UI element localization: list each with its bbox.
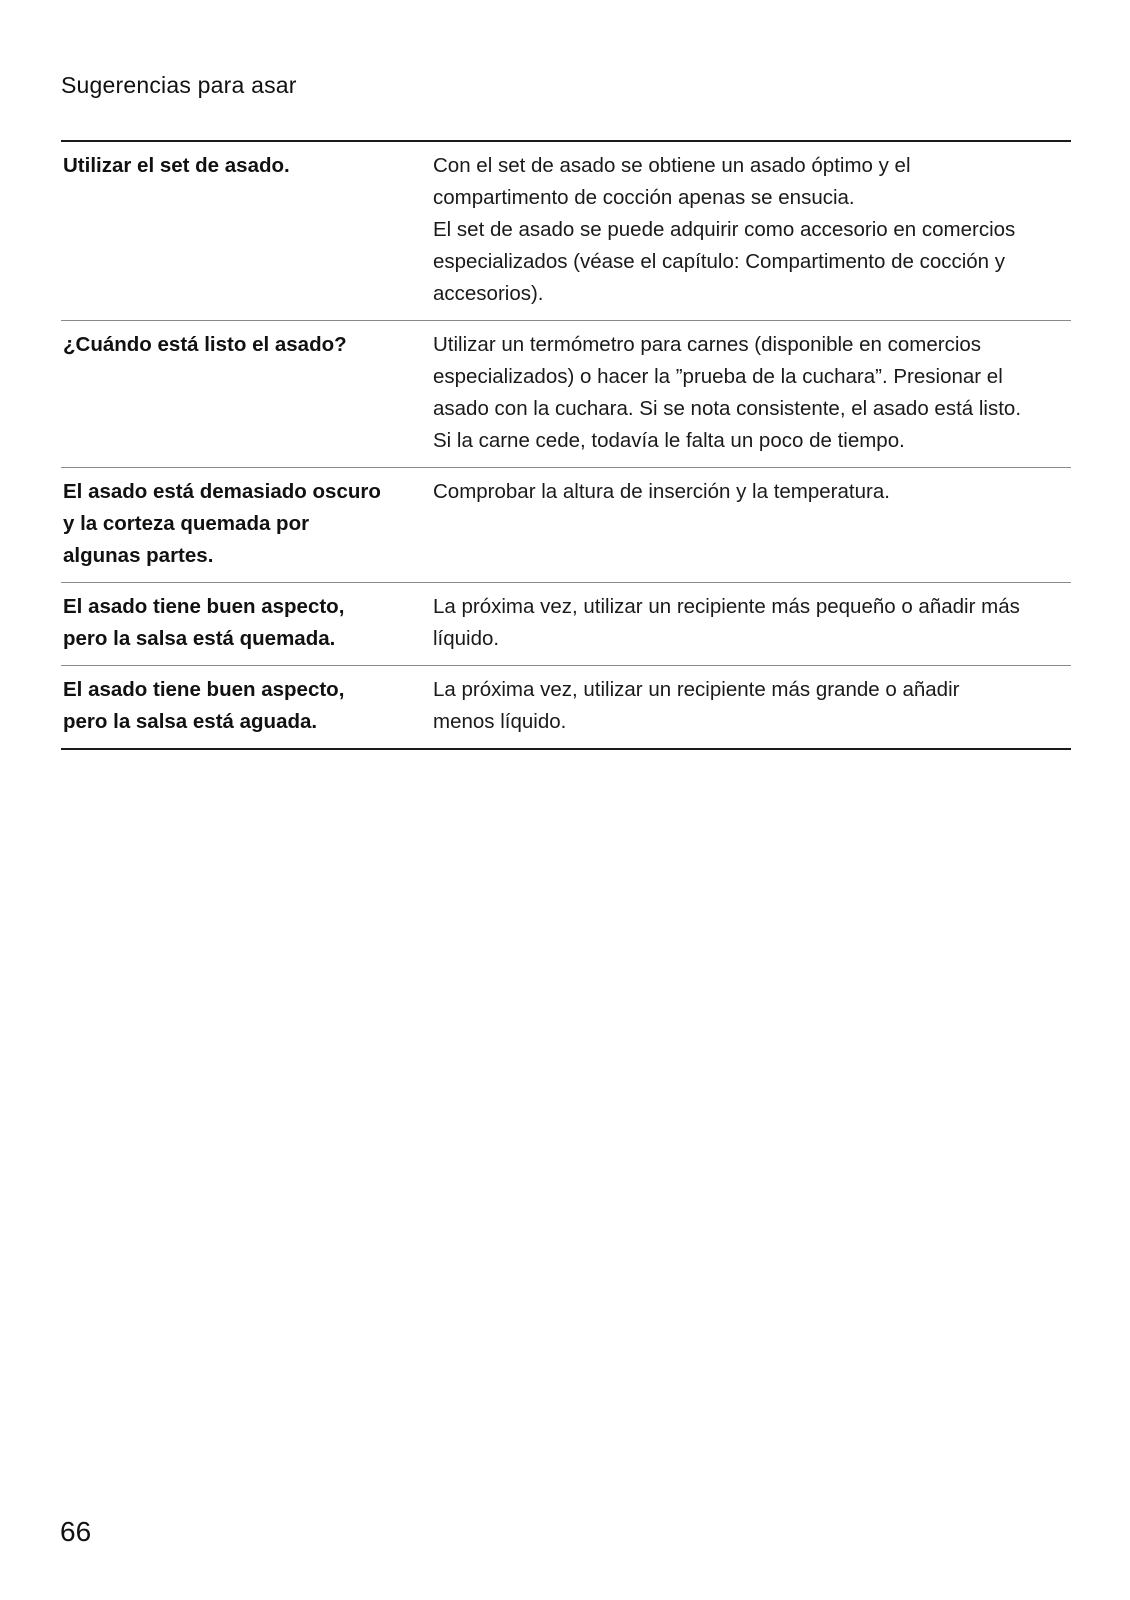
row-solution bbox=[433, 468, 1071, 582]
solution-line: Con el set de asado se obtiene un asado óptimo y el bbox=[433, 154, 911, 177]
problem-line: Utilizar el set de asado. bbox=[63, 154, 290, 177]
solution-line: La próxima vez, utilizar un recipiente más grande o añadir bbox=[433, 678, 960, 701]
solution-line: El set de asado se puede adquirir como accesorio en comercios bbox=[433, 218, 1016, 241]
row-solution bbox=[433, 321, 1071, 467]
solution-line: especializados (véase el capítulo: Compartimento de cocción y bbox=[433, 250, 1006, 273]
problem-line: pero la salsa está aguada. bbox=[63, 710, 318, 733]
problem-line: El asado tiene buen aspecto, bbox=[63, 678, 345, 701]
problem-line: y la corteza quemada por bbox=[63, 512, 310, 535]
solution-line: Comprobar la altura de inserción y la temperatura. bbox=[433, 480, 890, 503]
solution-line: menos líquido. bbox=[433, 710, 567, 733]
tips-table bbox=[61, 140, 1071, 750]
problem-line: El asado está demasiado oscuro bbox=[63, 480, 381, 503]
table-row bbox=[61, 321, 1071, 468]
solution-line: accesorios). bbox=[433, 282, 544, 305]
solution-line: La próxima vez, utilizar un recipiente más pequeño o añadir más bbox=[433, 595, 1020, 618]
problem-line: El asado tiene buen aspecto, bbox=[63, 595, 345, 618]
row-problem bbox=[61, 142, 433, 320]
page-number: 66 bbox=[60, 1516, 92, 1547]
row-solution bbox=[433, 583, 1071, 665]
table-row bbox=[61, 583, 1071, 666]
solution-line: Utilizar un termómetro para carnes (disponible en comercios bbox=[433, 333, 982, 356]
problem-line: pero la salsa está quemada. bbox=[63, 627, 336, 650]
problem-line: algunas partes. bbox=[63, 544, 214, 567]
row-problem bbox=[61, 666, 433, 748]
row-solution bbox=[433, 666, 1071, 748]
page-title: Sugerencias para asar bbox=[61, 72, 297, 98]
row-problem bbox=[61, 468, 433, 582]
row-problem bbox=[61, 583, 433, 665]
solution-line: líquido. bbox=[433, 627, 500, 650]
table-row bbox=[61, 142, 1071, 321]
table-row bbox=[61, 666, 1071, 748]
row-solution bbox=[433, 142, 1071, 320]
table-row bbox=[61, 468, 1071, 583]
solution-line: compartimento de cocción apenas se ensucia. bbox=[433, 186, 855, 209]
solution-line: Si la carne cede, todavía le falta un poco de tiempo. bbox=[433, 429, 905, 452]
row-problem bbox=[61, 321, 433, 467]
solution-line: especializados) o hacer la ”prueba de la cuchara”. Presionar el bbox=[433, 365, 1003, 388]
solution-line: asado con la cuchara. Si se nota consistente, el asado está listo. bbox=[433, 397, 1022, 420]
problem-line: ¿Cuándo está listo el asado? bbox=[63, 333, 347, 356]
